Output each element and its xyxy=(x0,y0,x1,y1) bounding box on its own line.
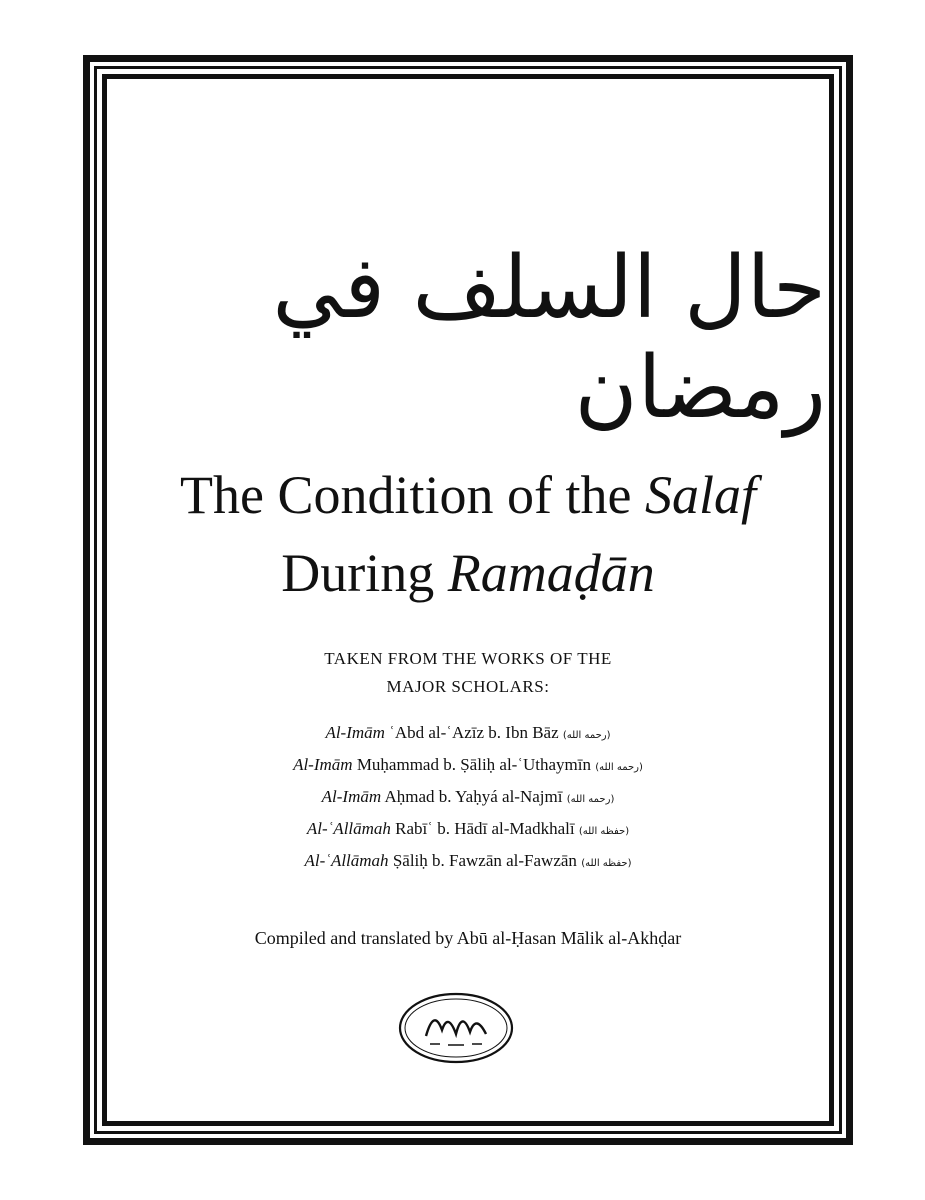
scholar-title: Al-Imām xyxy=(293,755,353,774)
scholar-honorific: (رحمه الله) xyxy=(566,794,615,805)
title-line1-italic: Salaf xyxy=(644,465,756,525)
taken-from-line1: TAKEN FROM THE WORKS OF THE xyxy=(324,649,612,668)
scholar-title: Al-ʿAllāmah xyxy=(306,819,391,838)
scholar-title: Al-Imām xyxy=(325,723,385,742)
scholar-name: Ṣāliḥ b. Fawzān al-Fawzān xyxy=(392,851,577,870)
title-line2-italic: Ramaḍān xyxy=(447,543,655,603)
scholar-name: Muḥammad b. Ṣāliḥ al-ʿUthaymīn xyxy=(356,755,591,774)
scholar-item xyxy=(110,750,826,782)
scholar-name: ʿAbd al-ʿAzīz b. Ibn Bāz xyxy=(389,723,559,742)
scholar-title: Al-ʿAllāmah xyxy=(304,851,389,870)
scholar-item xyxy=(110,846,826,878)
arabic-calligraphy-title xyxy=(110,238,826,438)
scholar-item xyxy=(110,782,826,814)
scholar-list xyxy=(110,718,826,878)
scholar-honorific: (حفظه الله) xyxy=(581,858,632,869)
taken-from-line2: MAJOR SCHOLARS: xyxy=(386,677,550,696)
title-line1-plain: The Condition of the xyxy=(180,465,645,525)
scholar-title: Al-Imām xyxy=(321,787,382,806)
scholar-honorific: (رحمه الله) xyxy=(562,730,611,741)
english-title-line2 xyxy=(110,543,826,603)
scholar-name: Aḥmad b. Yaḥyá al-Najmī xyxy=(384,787,563,806)
publisher-seal-logo xyxy=(396,990,516,1066)
scholar-honorific: (حفظه الله) xyxy=(578,826,630,837)
english-title-line1 xyxy=(110,465,826,525)
compiled-by-credit: Compiled and translated by Abū al-Ḥasan Mālik al-Akhḍar xyxy=(254,928,682,948)
scholar-item xyxy=(110,814,826,846)
scholar-honorific: (رحمه الله) xyxy=(595,762,643,773)
scholar-name: Rabīʿ b. Hādī al-Madkhalī xyxy=(395,819,575,838)
title-line2-plain: During xyxy=(281,543,448,603)
scholar-item xyxy=(110,718,826,750)
arabic-title-text: حال السلف في رمضان xyxy=(272,238,826,438)
